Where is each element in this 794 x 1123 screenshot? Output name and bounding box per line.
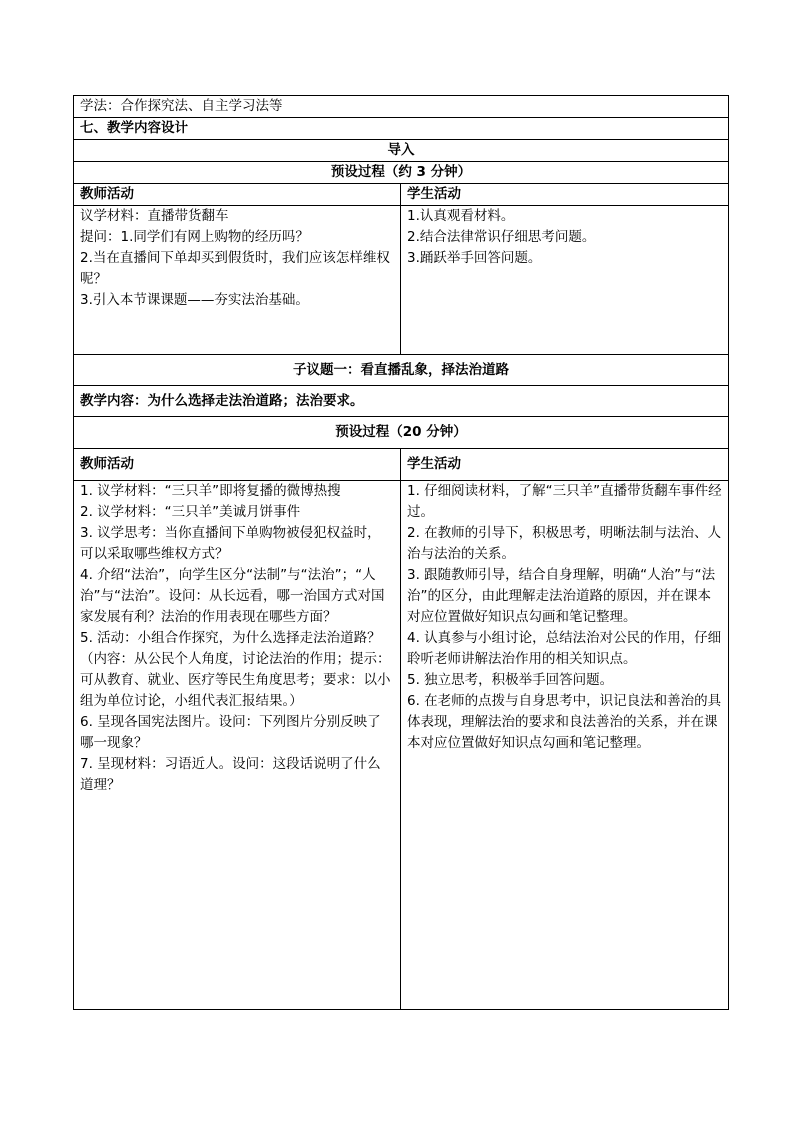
intro-teacher-header: 教师活动 xyxy=(74,184,401,206)
topic1-activities-row xyxy=(74,481,729,1010)
topic1-teacher-header: 教师活动 xyxy=(74,449,401,481)
intro-student-header: 学生活动 xyxy=(401,184,729,206)
list-item: 3. 议学思考：当你直播间下单购物被侵犯权益时，可以采取哪些维权方式？ xyxy=(80,525,381,562)
intro-process-row xyxy=(74,162,729,184)
section-title-row xyxy=(74,118,729,140)
list-item: 5. 独立思考，积极举手回答问题。 xyxy=(407,672,614,688)
intro-header-row xyxy=(74,184,729,206)
list-item: 5. 活动：小组合作探究，为什么选择走法治道路？（内容：从公民个人角度，讨论法治的作用；提示：可从教育、就业、医疗等民生角度思考；要求：以小组为单位讨论，小组代表汇报结果。） xyxy=(80,630,391,709)
methods-cell: 学法：合作探究法、自主学习法等 xyxy=(74,96,729,118)
list-item: 1.认真观看材料。 xyxy=(407,208,515,224)
topic1-student-header: 学生活动 xyxy=(401,449,729,481)
intro-teacher-activities xyxy=(74,206,401,355)
list-item: 3.踊跃举手回答问题。 xyxy=(407,250,542,266)
list-item: 4. 认真参与小组讨论，总结法治对公民的作用，仔细聆听老师讲解法治作用的相关知识点。 xyxy=(407,630,722,667)
list-item: 议学材料：直播带货翻车 xyxy=(80,208,229,224)
list-item: 4. 介绍“法治”，向学生区分“法制”与“法治”；“人治”与“法治”。设问：从长远看，哪一治国方式对国家发展有利？法治的作用表现在哪些方面？ xyxy=(80,567,385,625)
intro-title-row xyxy=(74,140,729,162)
methods-row xyxy=(74,96,729,118)
topic1-title-row xyxy=(74,355,729,386)
intro-activities-row xyxy=(74,206,729,355)
list-item: 3.引入本节课课题——夯实法治基础。 xyxy=(80,292,309,308)
topic1-title: 子议题一：看直播乱象，择法治道路 xyxy=(74,355,729,386)
list-item: 3. 跟随教师引导，结合自身理解，明确“人治”与“法治”的区分，由此理解走法治道路的原因，并在课本对应位置做好知识点勾画和笔记整理。 xyxy=(407,567,716,625)
intro-title: 导入 xyxy=(74,140,729,162)
list-item: 6. 在老师的点拨与自身思考中，识记良法和善治的具体表现，理解法治的要求和良法善治的关系，并在课本对应位置做好知识点勾画和笔记整理。 xyxy=(407,693,722,751)
topic1-process-row xyxy=(74,417,729,449)
topic1-content: 教学内容：为什么选择走法治道路；法治要求。 xyxy=(74,386,729,417)
topic1-process: 预设过程（20 分钟） xyxy=(74,417,729,449)
list-item: 2.当在直播间下单却买到假货时，我们应该怎样维权呢？ xyxy=(80,250,390,287)
list-item: 1. 仔细阅读材料，了解“三只羊”直播带货翻车事件经过。 xyxy=(407,483,722,520)
intro-process: 预设过程（约 3 分钟） xyxy=(74,162,729,184)
list-item: 1. 议学材料：“三只羊”即将复播的微博热搜 xyxy=(80,483,341,499)
topic1-content-row xyxy=(74,386,729,417)
list-item: 7. 呈现材料：习语近人。设问：这段话说明了什么道理？ xyxy=(80,756,381,793)
list-item: 2. 议学材料：“三只羊”美诚月饼事件 xyxy=(80,504,301,520)
topic1-teacher-activities xyxy=(74,481,401,1010)
list-item: 2. 在教师的引导下，积极思考，明晰法制与法治、人治与法治的关系。 xyxy=(407,525,722,562)
list-item: 2.结合法律常识仔细思考问题。 xyxy=(407,229,596,245)
list-item: 6. 呈现各国宪法图片。设问：下列图片分别反映了哪一现象？ xyxy=(80,714,381,751)
lesson-design-table xyxy=(73,95,729,1010)
topic1-header-row xyxy=(74,449,729,481)
list-item: 提问：1.同学们有网上购物的经历吗？ xyxy=(80,229,309,245)
intro-student-activities xyxy=(401,206,729,355)
section-title: 七、教学内容设计 xyxy=(74,118,729,140)
topic1-student-activities xyxy=(401,481,729,1010)
